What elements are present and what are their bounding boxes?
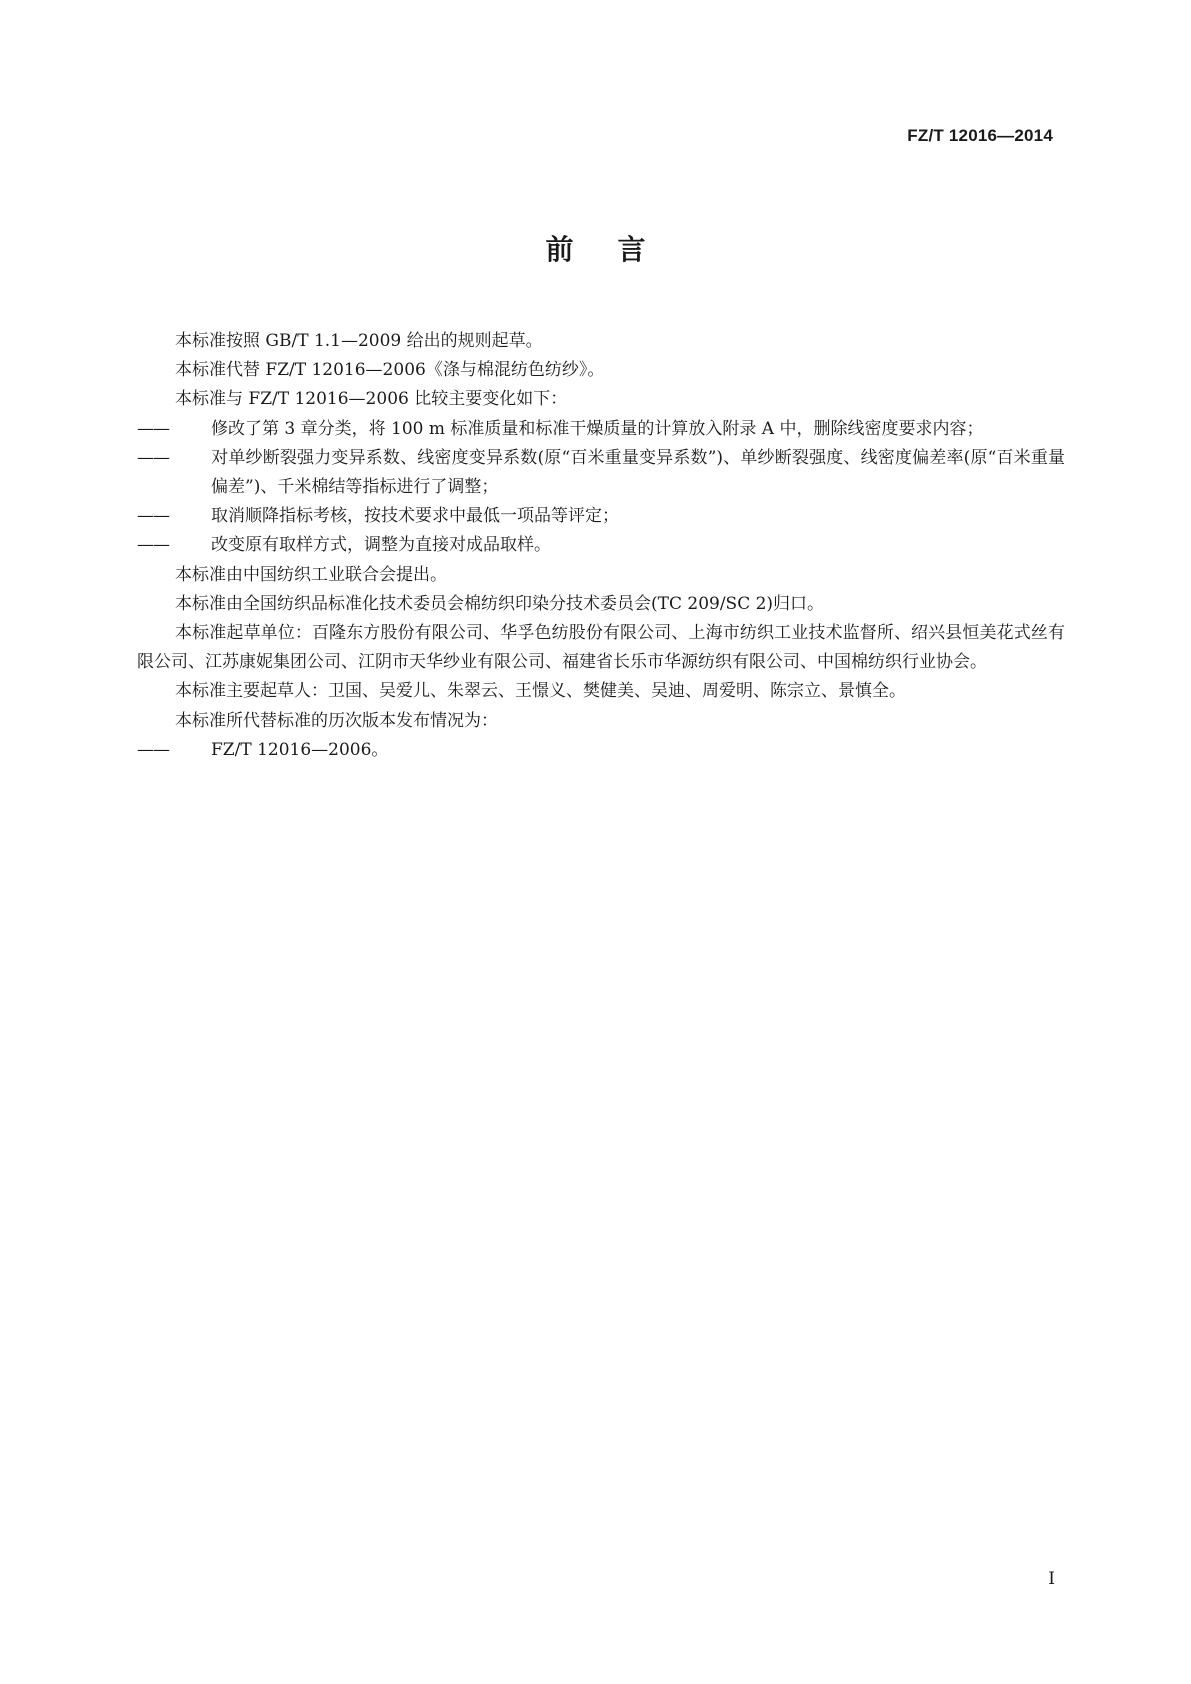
foreword-body xyxy=(137,327,1065,765)
paragraph-previous-editions: 本标准所代替标准的历次版本发布情况为： xyxy=(175,710,498,731)
previous-edition-item: —— FZ/T 12016—2006。 xyxy=(137,736,1065,765)
paragraph-proposed-by: 本标准由中国纺织工业联合会提出。 xyxy=(175,564,447,585)
change-item-grading: —— 取消顺降指标考核，按技术要求中最低一项品等评定； xyxy=(137,502,1065,531)
paragraph-main-drafters: 本标准主要起草人：卫国、吴爱儿、朱翠云、王憬义、樊健美、吴迪、周爱明、陈宗立、景慎全。 xyxy=(175,681,906,702)
paragraph-under-jurisdiction: 本标准由全国纺织品标准化技术委员会棉纺织印染分技术委员会(TC 209/SC 2)归口。 xyxy=(175,593,825,614)
page-title: 前言 xyxy=(545,233,690,266)
change-item-classification: —— 修改了第 3 章分类，将 100 m 标准质量和标准干燥质量的计算放入附录 A 中，删除线密度要求内容； xyxy=(137,415,1065,444)
change-item-sampling: —— 改变原有取样方式，调整为直接对成品取样。 xyxy=(137,531,1065,560)
paragraph-changes-intro: 本标准与 FZ/T 12016—2006 比较主要变化如下： xyxy=(175,389,568,410)
change-item-indicators: —— 对单纱断裂强力变异系数、线密度变异系数(原“百米重量变异系数”)、单纱断裂强度、线密度偏差率(原“百米重量偏差”)、千米棉结等指标进行了调整； xyxy=(137,444,1065,502)
paragraph-drafting-rules: 本标准按照 GB/T 1.1—2009 给出的规则起草。 xyxy=(175,331,543,351)
standard-code-header: FZ/T 12016—2014 xyxy=(907,126,1053,145)
page-number: I xyxy=(1048,1569,1055,1589)
paragraph-drafting-units: 本标准起草单位：百隆东方股份有限公司、华孚色纺股份有限公司、上海市纺织工业技术监督所、绍兴县恒美花式丝有限公司、江苏康妮集团公司、江阴市天华纱业有限公司、福建省长乐市华源纺织有限公司、中国棉纺织行业协会。 xyxy=(137,623,1065,673)
paragraph-replaces: 本标准代替 FZ/T 12016—2006《涤与棉混纺色纺纱》。 xyxy=(175,360,605,381)
